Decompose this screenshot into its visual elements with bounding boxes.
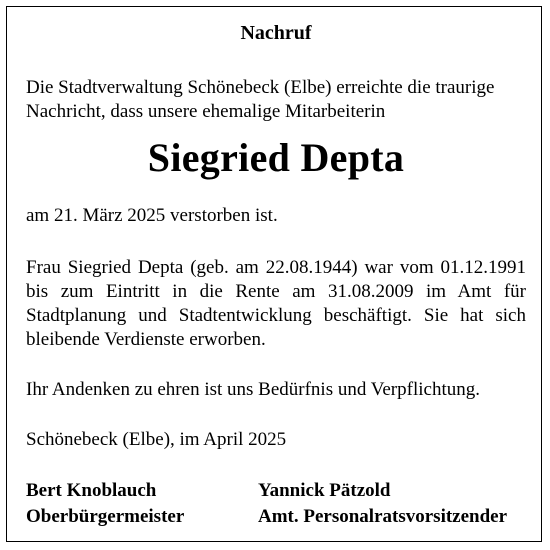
notice-heading: Nachruf [240,22,312,44]
memorial-line: Ihr Andenken zu ehren ist uns Bedürfnis und Verpflichtung. [26,379,480,400]
deceased-name: Siegried Depta [147,135,405,180]
signatory-name: Bert Knoblauch [26,480,157,501]
intro-paragraph: Die Stadtverwaltung Schönebeck (Elbe) erreichte die traurige Nachricht, dass unsere ehemalige Mitarbeiterin [26,77,495,122]
signatory-title: Oberbürgermeister [26,506,185,527]
death-line: am 21. März 2025 verstorben ist. [26,205,278,226]
signatory-right [258,478,507,530]
place-date-line: Schönebeck (Elbe), im April 2025 [26,429,287,450]
signatory-title: Amt. Personalratsvorsitzender [258,506,508,527]
signatory-name: Yannick Pätzold [258,480,391,501]
signatory-left [26,478,184,530]
biography-paragraph: Frau Siegried Depta (geb. am 22.08.1944) war vom 01.12.1991 bis zum Eintritt in die Rente am 31.08.2009 im Amt für Stadtplanung und Stadtentwicklung beschäftigt. Sie hat sich bleibende Verdienste erworben. [26,257,526,350]
